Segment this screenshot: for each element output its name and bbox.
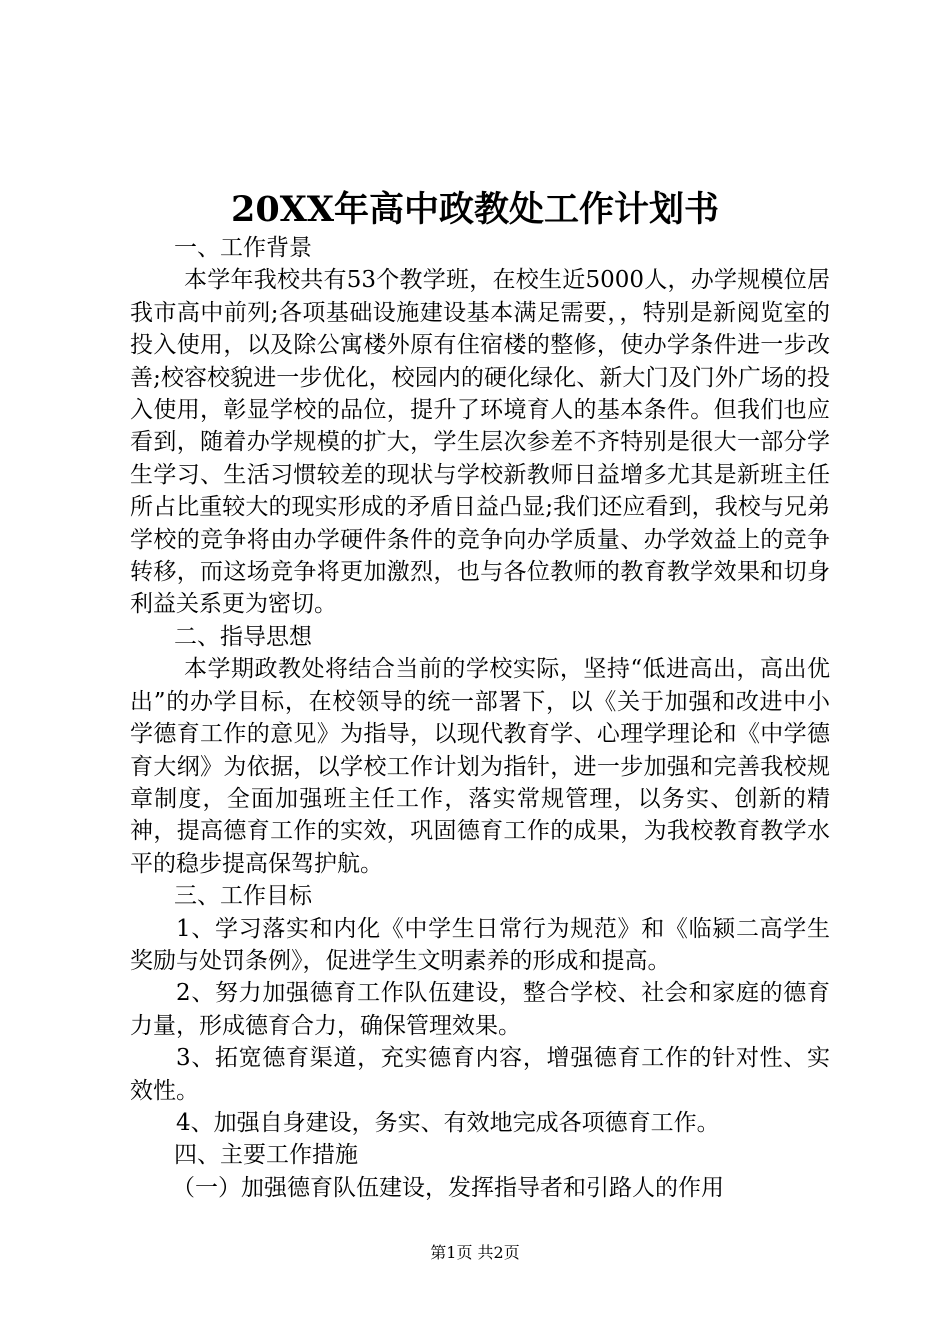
goal-item-4: 4、加强自身建设，务实、有效地完成各项德育工作。 bbox=[176, 1109, 720, 1136]
goal-item-1: 1、学习落实和内化《中学生日常行为规范》和《临颍二高学生奖励与处罚条例》，促进学生文明素养的形成和提高。 bbox=[130, 915, 830, 974]
section-heading-guiding-ideology: 二、指导思想 bbox=[174, 623, 312, 650]
section-heading-work-goals: 三、工作目标 bbox=[174, 883, 312, 910]
page-footer: 第1页 共2页 bbox=[430, 1243, 520, 1262]
paragraph-guiding-ideology: 本学期政教处将结合当前的学校实际，坚持“低进高出，高出优出”的办学目标，在校领导的统一部署下，以《关于加强和改进中小学德育工作的意见》为指导，以现代教育学、心理学理论和《中学德育大纲》为依据，以学校工作计划为指针，进一步加强和完善我校规章制度，全面加强班主任工作，落实常规管理，以务实、创新的精神，提高德育工作的实效，巩固德育工作的成果，为我校教育教学水平的稳步提高保驾护航。 bbox=[130, 656, 830, 877]
document-body bbox=[130, 232, 830, 1204]
goal-item-2: 2、努力加强德育工作队伍建设，整合学校、社会和家庭的德育力量，形成德育合力，确保管理效果。 bbox=[130, 980, 830, 1039]
paragraph-background: 本学年我校共有53个教学班，在校生近5000人，办学规模位居我市高中前列;各项基础设施建设基本满足需要，，特别是新阅览室的投入使用，以及除公寓楼外原有住宿楼的整修，使办学条件进一步改善;校容校貌进一步优化，校园内的硬化绿化、新大门及门外广场的投入使用，彰显学校的品位，提升了环境育人的基本条件。但我们也应看到，随着办学规模的扩大，学生层次参差不齐特别是很大一部分学生学习、生活习惯较差的现状与学校新教师日益增多尤其是新班主任所占比重较大的现实形成的矛盾日益凸显;我们还应看到，我校与兄弟学校的竞争将由办学硬件条件的竞争向办学质量、办学效益上的竞争转移，而这场竞争将更加激烈，也与各位教师的教育教学效果和切身利益关系更为密切。 bbox=[130, 267, 830, 618]
section-heading-background: 一、工作背景 bbox=[174, 235, 312, 261]
measure-subheading-1: （一）加强德育队伍建设，发挥指导者和引路人的作用 bbox=[172, 1174, 724, 1201]
section-heading-main-measures: 四、主要工作措施 bbox=[174, 1142, 358, 1169]
goal-item-3: 3、拓宽德育渠道，充实德育内容，增强德育工作的针对性、实效性。 bbox=[130, 1045, 830, 1104]
document-title: 20XX年高中政教处工作计划书 bbox=[230, 189, 720, 230]
